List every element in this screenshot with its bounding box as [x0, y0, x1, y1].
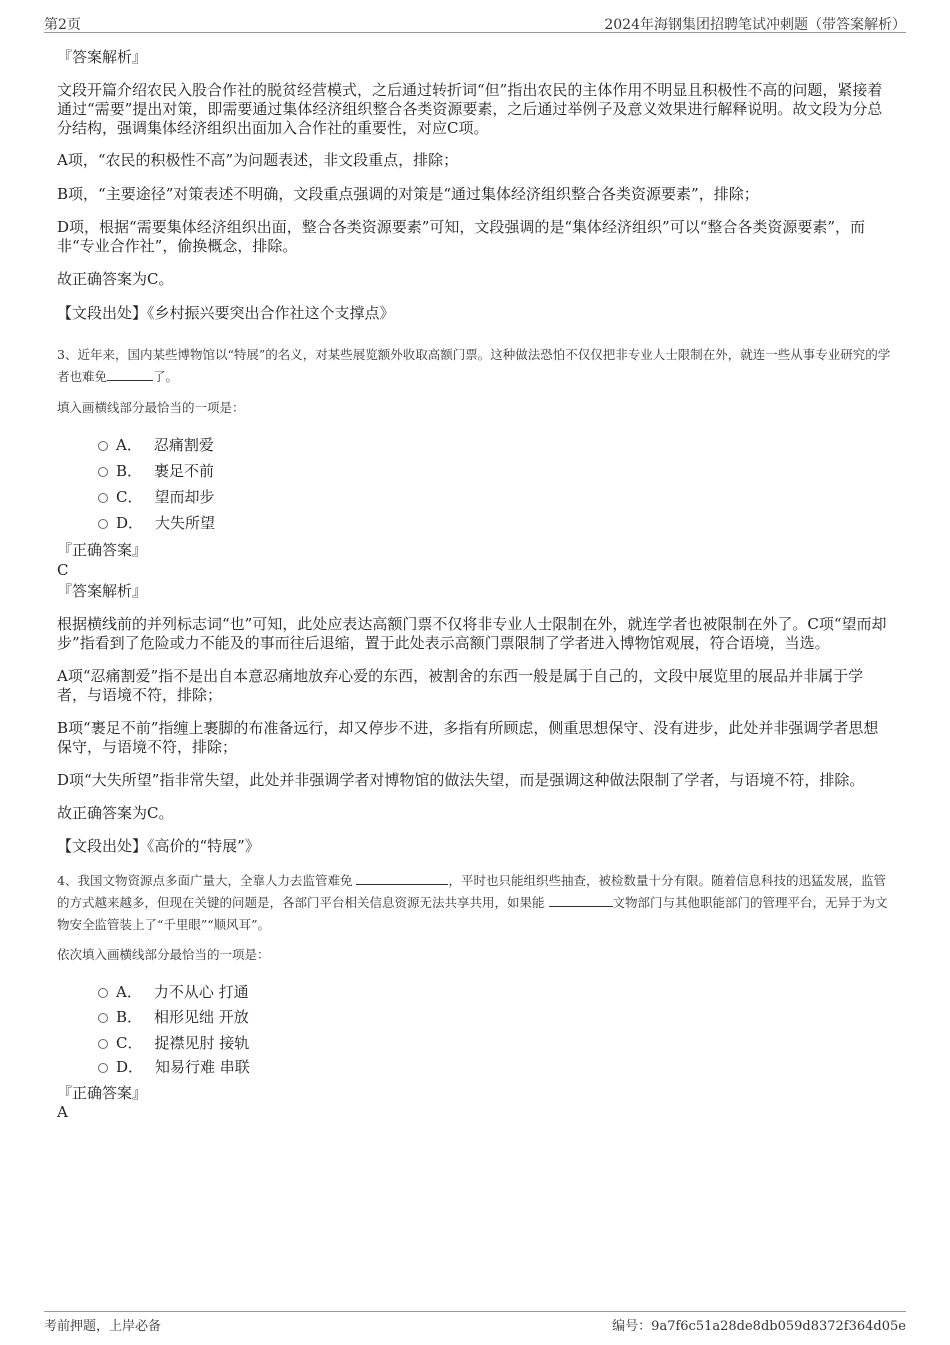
- q3-analysis-para: D项“大失所望”指非常失望，此处并非强调学者对博物馆的做法失望，而是强调这种做法限制了学者，与语境不符，排除。: [57, 771, 865, 789]
- q2-conclusion: 故正确答案为C。: [57, 270, 174, 288]
- q3-analysis-title: 『答案解析』: [57, 582, 148, 600]
- radio-button[interactable]: [98, 441, 108, 451]
- q4-stem: 4、我国文物资源点多面广量大，全靠人力去监管难免 ，平时也只能组织些抽查，被检数量十分有限。随着信息科技的迅猛发展，监管的方式越来越多，但现在关键的问题是，各部门平台相关信息资源无法共享共用，如果能 文物部门与其他职能部门的管理平台，无异于为文物安全监管装上了“千里眼”“顺风耳”。: [57, 873, 888, 932]
- q2-analysis-para: 文段开篇介绍农民入股合作社的脱贫经营模式，之后通过转折词“但”指出农民的主体作用不明显且积极性不高的问题，紧接着通过“需要”提出对策，即需要通过集体经济组织整合各类资源要素，之后通过举例子及意义效果进行解释说明。故文段为分总分结构，强调集体经济组织出面加入合作社的重要性，对应C项。: [57, 81, 883, 137]
- q4-option-d[interactable]: D． 知易行难 串联: [98, 1057, 250, 1077]
- answer-blank: [107, 368, 153, 381]
- q2-analysis-para: A项，“农民的积极性不高”为问题表述，非文段重点，排除；: [57, 151, 459, 169]
- q3-option-b[interactable]: B． 裹足不前: [98, 461, 214, 481]
- radio-button[interactable]: [98, 1063, 108, 1073]
- q4-option-a[interactable]: A． 力不从心 打通: [98, 982, 249, 1002]
- q3-analysis-para: 根据横线前的并列标志词“也”可知，此处应表达高额门票不仅将非专业人士限制在外，就连学者也被限制在外了。C项“望而却步”指看到了危险或力不能及的事而往后退缩，置于此处表示高额门票限制了学者进入博物馆观展，符合语境，当选。: [57, 615, 887, 652]
- radio-button[interactable]: [98, 1039, 108, 1049]
- q4-option-c[interactable]: C． 捉襟见肘 接轨: [98, 1033, 249, 1053]
- q3-answer-title: 『正确答案』: [57, 541, 148, 559]
- q4-option-b[interactable]: B． 相形见绌 开放: [98, 1007, 249, 1027]
- q3-prompt: 填入画横线部分最恰当的一项是：: [57, 400, 245, 415]
- q3-source: 【文段出处】《高价的“特展”》: [57, 837, 260, 855]
- page-header: [44, 14, 906, 33]
- q4-answer-title: 『正确答案』: [57, 1084, 148, 1102]
- footer-slogan: 考前押题，上岸必备: [44, 1319, 162, 1334]
- q4-answer: A: [57, 1103, 68, 1121]
- radio-button[interactable]: [98, 467, 108, 477]
- q3-conclusion: 故正确答案为C。: [57, 804, 174, 822]
- document-code: 编号：9a7f6c51a28de8db059d8372f364d05e: [612, 1319, 906, 1334]
- q2-source: 【文段出处】《乡村振兴要突出合作社这个支撑点》: [57, 304, 395, 322]
- q3-analysis-para: B项“裹足不前”指缠上裹脚的布准备远行，却又停步不进，多指有所顾虑，侧重思想保守、没有进步，此处并非强调学者思想保守，与语境不符，排除；: [57, 719, 879, 756]
- radio-button[interactable]: [98, 493, 108, 503]
- radio-button[interactable]: [98, 988, 108, 998]
- answer-blank: [356, 872, 448, 885]
- q2-analysis-para: B项，“主要途径”对策表述不明确，文段重点强调的对策是“通过集体经济组织整合各类资源要素”，排除；: [57, 185, 759, 203]
- q3-option-a[interactable]: A． 忍痛割爱: [98, 435, 214, 455]
- q2-analysis-para: D项，根据“需要集体经济组织出面，整合各类资源要素”可知，文段强调的是“集体经济组织”可以“整合各类资源要素”，而非“专业合作社”，偷换概念，排除。: [57, 218, 866, 255]
- q3-answer: C: [57, 561, 69, 579]
- q3-analysis-para: A项“忍痛割爱”指不是出自本意忍痛地放弃心爱的东西，被割舍的东西一般是属于自己的，文段中展览里的展品并非属于学者，与语境不符，排除；: [57, 667, 864, 704]
- page-label: 第2页: [44, 17, 81, 33]
- q4-prompt: 依次填入画横线部分最恰当的一项是：: [57, 947, 270, 962]
- q3-option-d[interactable]: D． 大失所望: [98, 513, 215, 533]
- radio-button[interactable]: [98, 519, 108, 529]
- q2-analysis-title: 『答案解析』: [57, 48, 148, 66]
- q3-stem: 3、近年来，国内某些博物馆以“特展”的名义，对某些展览额外收取高额门票。这种做法恐怕不仅仅把非专业人士限制在外，就连一些从事专业研究的学者也难免 了。: [57, 347, 891, 384]
- q3-option-c[interactable]: C． 望而却步: [98, 487, 215, 507]
- radio-button[interactable]: [98, 1013, 108, 1023]
- page-footer: [44, 1311, 906, 1334]
- answer-blank: [549, 894, 613, 907]
- document-title: 2024年海钢集团招聘笔试冲刺题（带答案解析）: [604, 17, 906, 33]
